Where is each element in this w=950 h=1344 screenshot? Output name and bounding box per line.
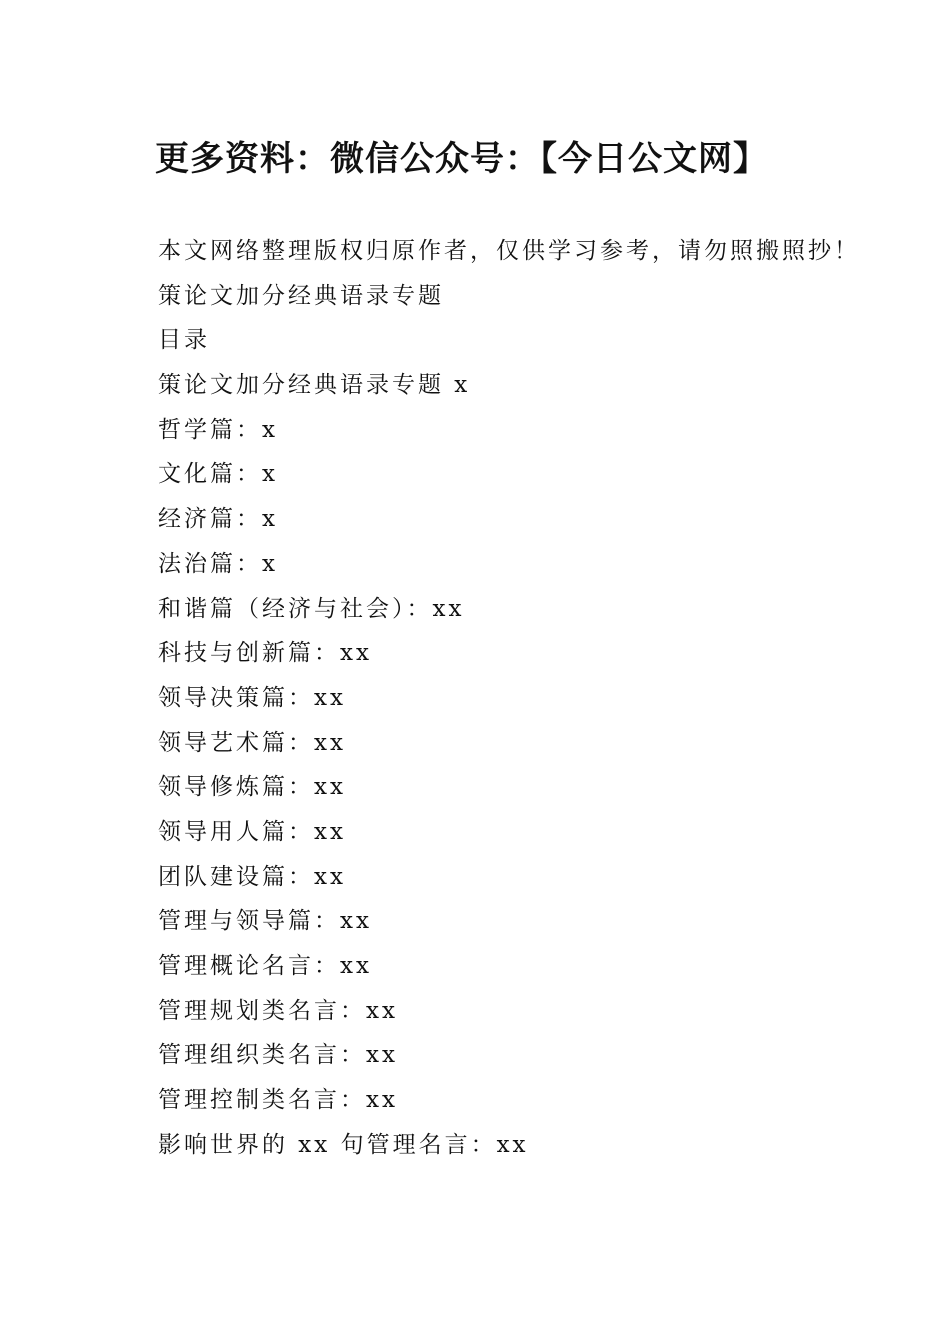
toc-entry: 管理组织类名言：xx — [158, 1042, 398, 1069]
document-body — [158, 229, 860, 1167]
toc-heading: 目录 — [158, 327, 210, 354]
toc-entry: 管理概论名言：xx — [158, 953, 372, 979]
toc-entry: 经济篇：x — [158, 506, 278, 533]
toc-entry: 策论文加分经典语录专题 x — [158, 372, 471, 399]
toc-entry: 团队建设篇：xx — [158, 863, 346, 890]
toc-entry: 领导艺术篇：xx — [158, 729, 346, 756]
toc-entry: 领导修炼篇：xx — [158, 774, 346, 801]
toc-entry: 领导用人篇：xx — [158, 818, 346, 845]
toc-entry: 管理控制类名言：xx — [158, 1087, 398, 1114]
toc-entry: 管理与领导篇：xx — [158, 908, 372, 935]
toc-entry: 和谐篇（经济与社会）：xx — [158, 595, 465, 622]
toc-entry: 管理规划类名言：xx — [158, 997, 398, 1024]
toc-entry: 领导决策篇：xx — [158, 684, 346, 711]
page-title: 更多资料：微信公众号：【今日公文网】 — [155, 139, 768, 179]
toc-entry: 科技与创新篇：xx — [158, 640, 372, 667]
document-title: 策论文加分经典语录专题 — [158, 282, 444, 309]
toc-entry: 法治篇：x — [158, 550, 278, 577]
toc-entry: 哲学篇：x — [158, 416, 278, 443]
copyright-notice: 本文网络整理版权归原作者，仅供学习参考，请勿照搬照抄！ — [158, 238, 860, 264]
toc-entry: 文化篇：x — [158, 461, 278, 488]
toc-entry: 影响世界的 xx 句管理名言：xx — [158, 1131, 529, 1158]
